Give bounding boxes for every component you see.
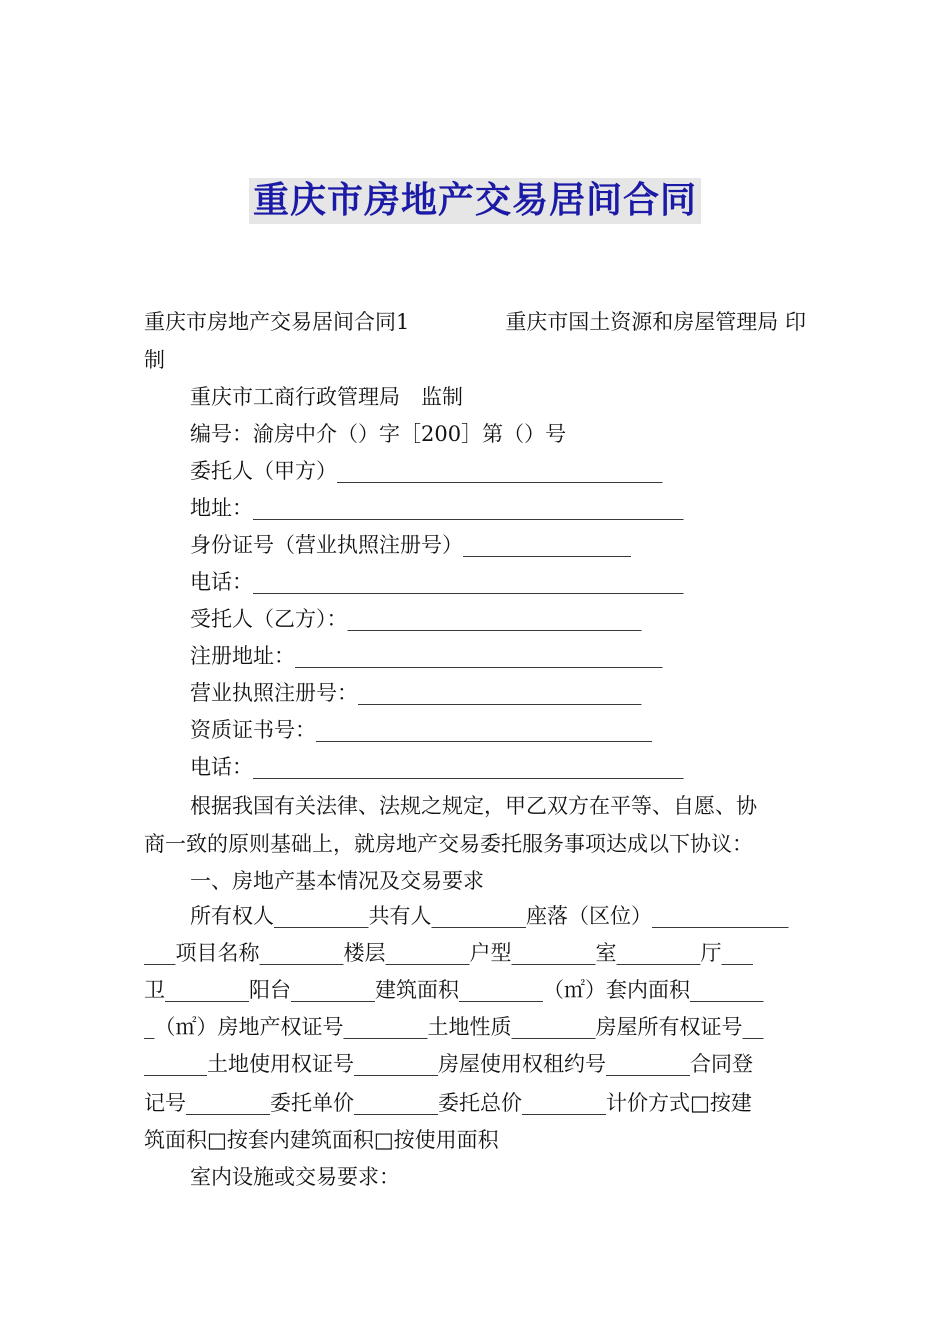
property-info-line: 所有权人_________共有人_________座落（区位）_____________ [190,904,789,928]
property-info-line: 卫________阳台________建筑面积________（㎡）套内面积_______ [144,978,764,1002]
header-line-cont: 制 [144,348,165,372]
paragraph-intro-cont: 商一致的原则基础上，就房地产交易委托服务事项达成以下协议： [144,832,753,856]
section-heading-1: 一、房地产基本情况及交易要求 [190,869,484,893]
property-info-line: 记号________委托单价________委托总价________计价方式□按建 [144,1091,752,1115]
property-info-line: 筑面积□按套内建筑面积□按使用面积 [144,1128,499,1152]
field-phone: 电话：_________________________________________ [190,570,684,594]
property-info-line: _（㎡）房地产权证号________土地性质________房屋所有权证号__ [144,1015,764,1039]
header-line: 重庆市房地产交易居间合同1 重庆市国土资源和房屋管理局 印 [144,310,806,334]
property-info-line: ______土地使用权证号________房屋使用权租约号________合同登 [144,1052,753,1076]
field-agent-phone: 电话：_________________________________________ [190,755,684,779]
contract-number: 编号：渝房中介（）字［200］第（）号 [190,422,567,446]
field-principal: 委托人（甲方）_______________________________ [190,459,663,483]
supervisor-line: 重庆市工商行政管理局 监制 [190,385,463,409]
document-title: 重庆市房地产交易居间合同 [249,178,701,224]
paragraph-intro: 根据我国有关法律、法规之规定，甲乙双方在平等、自愿、协 [190,794,757,818]
field-license-number: 营业执照注册号：___________________________ [190,681,642,705]
property-info-line: ___项目名称________楼层________户型________室________厅___ [144,941,753,965]
facilities-heading: 室内设施或交易要求： [190,1165,400,1189]
field-address: 地址：_________________________________________ [190,496,684,520]
field-registered-address: 注册地址：___________________________________ [190,644,663,668]
field-agent: 受托人（乙方）：____________________________ [190,607,642,631]
field-qualification-number: 资质证书号：________________________________ [190,718,652,742]
field-id-number: 身份证号（营业执照注册号）________________ [190,533,631,557]
